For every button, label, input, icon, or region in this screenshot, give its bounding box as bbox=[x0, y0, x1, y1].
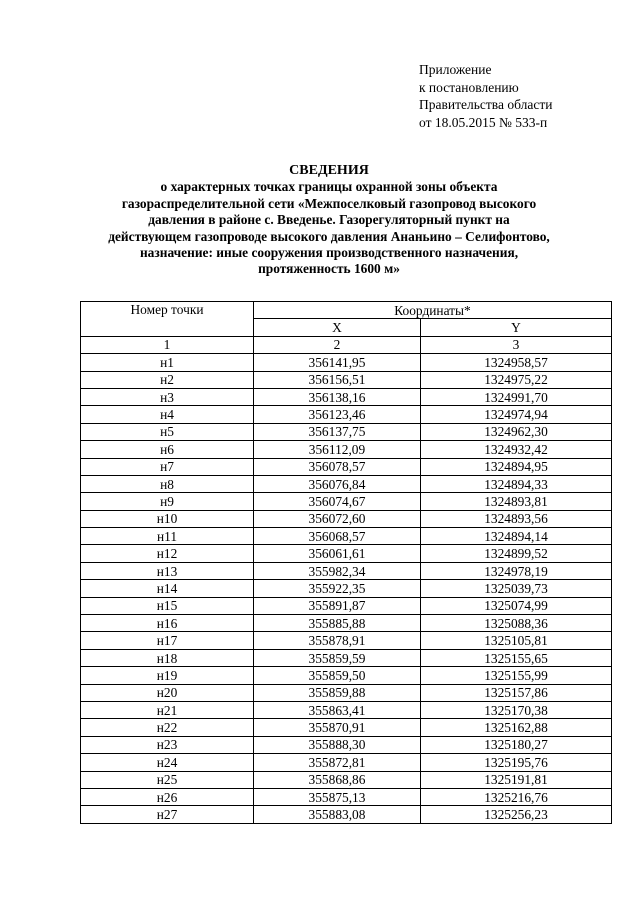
y-coordinate-cell: 1325256,23 bbox=[421, 806, 612, 823]
x-coordinate-cell: 355868,86 bbox=[254, 771, 421, 788]
x-coordinate-cell: 356068,57 bbox=[254, 528, 421, 545]
y-coordinate-cell: 1325074,99 bbox=[421, 597, 612, 614]
point-number-cell: н23 bbox=[81, 736, 254, 753]
title-line: действующем газопроводе высокого давления Ананьино – Селифонтово, bbox=[108, 228, 550, 244]
point-number-cell: н24 bbox=[81, 754, 254, 771]
table-row bbox=[81, 754, 612, 771]
x-coordinate-cell: 355859,88 bbox=[254, 684, 421, 701]
column-number: 2 bbox=[254, 336, 421, 353]
x-coordinate-cell: 355982,34 bbox=[254, 562, 421, 579]
point-number-cell: н26 bbox=[81, 788, 254, 805]
x-coordinate-cell: 355878,91 bbox=[254, 632, 421, 649]
table-body bbox=[81, 354, 612, 824]
table-row bbox=[81, 580, 612, 597]
title-line: газораспределительной сети «Межпоселковый газопровод высокого bbox=[121, 195, 537, 211]
x-coordinate-cell: 355875,13 bbox=[254, 788, 421, 805]
title-line: назначение: иные сооружения производственного назначения, bbox=[139, 245, 519, 261]
column-number: 3 bbox=[421, 336, 612, 353]
point-number-cell: н13 bbox=[81, 562, 254, 579]
x-coordinate-cell: 355891,87 bbox=[254, 597, 421, 614]
y-coordinate-cell: 1324975,22 bbox=[421, 371, 612, 388]
x-coordinate-cell: 356156,51 bbox=[254, 371, 421, 388]
title-line: о характерных точках границы охранной зоны объекта bbox=[160, 179, 498, 195]
x-coordinate-cell: 355883,08 bbox=[254, 806, 421, 823]
title-heading: СВЕДЕНИЯ bbox=[289, 163, 369, 178]
point-number-cell: н2 bbox=[81, 371, 254, 388]
y-coordinate-cell: 1324978,19 bbox=[421, 562, 612, 579]
table-row bbox=[81, 371, 612, 388]
table-row bbox=[81, 406, 612, 423]
point-number-cell: н15 bbox=[81, 597, 254, 614]
y-coordinate-cell: 1325195,76 bbox=[421, 754, 612, 771]
x-coordinate-cell: 356123,46 bbox=[254, 406, 421, 423]
table-row bbox=[81, 649, 612, 666]
table-row bbox=[81, 667, 612, 684]
document-title bbox=[100, 163, 558, 278]
point-number-cell: н17 bbox=[81, 632, 254, 649]
y-coordinate-cell: 1325155,99 bbox=[421, 667, 612, 684]
y-coordinate-cell: 1325105,81 bbox=[421, 632, 612, 649]
point-number-cell: н7 bbox=[81, 458, 254, 475]
table-row bbox=[81, 632, 612, 649]
point-number-cell: н12 bbox=[81, 545, 254, 562]
header-coordinates: Координаты* bbox=[254, 302, 612, 319]
y-coordinate-cell: 1325162,88 bbox=[421, 719, 612, 736]
point-number-cell: н22 bbox=[81, 719, 254, 736]
point-number-cell: н14 bbox=[81, 580, 254, 597]
table-row bbox=[81, 510, 612, 527]
table-row bbox=[81, 528, 612, 545]
point-number-cell: н21 bbox=[81, 701, 254, 718]
table-row bbox=[81, 684, 612, 701]
x-coordinate-cell: 356076,84 bbox=[254, 475, 421, 492]
point-number-cell: н3 bbox=[81, 388, 254, 405]
x-coordinate-cell: 355872,81 bbox=[254, 754, 421, 771]
point-number-cell: н20 bbox=[81, 684, 254, 701]
column-number-row bbox=[81, 336, 612, 353]
appendix-line: Правительства области bbox=[419, 97, 553, 112]
y-coordinate-cell: 1325088,36 bbox=[421, 615, 612, 632]
point-number-cell: н27 bbox=[81, 806, 254, 823]
header-x: X bbox=[254, 319, 421, 336]
header-point-number: Номер точки bbox=[81, 302, 254, 337]
table-row bbox=[81, 597, 612, 614]
y-coordinate-cell: 1324894,95 bbox=[421, 458, 612, 475]
appendix-block bbox=[419, 61, 552, 131]
point-number-cell: н16 bbox=[81, 615, 254, 632]
table-row bbox=[81, 545, 612, 562]
appendix-line: Приложение bbox=[419, 62, 492, 77]
x-coordinate-cell: 355870,91 bbox=[254, 719, 421, 736]
table-row bbox=[81, 354, 612, 371]
y-coordinate-cell: 1324932,42 bbox=[421, 441, 612, 458]
x-coordinate-cell: 356137,75 bbox=[254, 423, 421, 440]
x-coordinate-cell: 355922,35 bbox=[254, 580, 421, 597]
y-coordinate-cell: 1324974,94 bbox=[421, 406, 612, 423]
y-coordinate-cell: 1325180,27 bbox=[421, 736, 612, 753]
point-number-cell: н10 bbox=[81, 510, 254, 527]
table-row bbox=[81, 458, 612, 475]
table-row bbox=[81, 736, 612, 753]
coordinates-table bbox=[80, 301, 612, 824]
title-line: давления в районе с. Введенье. Газорегуляторный пункт на bbox=[148, 212, 510, 228]
table-row bbox=[81, 719, 612, 736]
point-number-cell: н25 bbox=[81, 771, 254, 788]
y-coordinate-cell: 1325170,38 bbox=[421, 701, 612, 718]
y-coordinate-cell: 1325039,73 bbox=[421, 580, 612, 597]
y-coordinate-cell: 1325157,86 bbox=[421, 684, 612, 701]
table-row bbox=[81, 615, 612, 632]
x-coordinate-cell: 356141,95 bbox=[254, 354, 421, 371]
x-coordinate-cell: 356074,67 bbox=[254, 493, 421, 510]
x-coordinate-cell: 355863,41 bbox=[254, 701, 421, 718]
y-coordinate-cell: 1324962,30 bbox=[421, 423, 612, 440]
y-coordinate-cell: 1324958,57 bbox=[421, 354, 612, 371]
table-row bbox=[81, 701, 612, 718]
point-number-cell: н11 bbox=[81, 528, 254, 545]
table-row bbox=[81, 788, 612, 805]
y-coordinate-cell: 1325191,81 bbox=[421, 771, 612, 788]
point-number-cell: н6 bbox=[81, 441, 254, 458]
y-coordinate-cell: 1324894,33 bbox=[421, 475, 612, 492]
x-coordinate-cell: 356138,16 bbox=[254, 388, 421, 405]
y-coordinate-cell: 1325216,76 bbox=[421, 788, 612, 805]
y-coordinate-cell: 1325155,65 bbox=[421, 649, 612, 666]
x-coordinate-cell: 356112,09 bbox=[254, 441, 421, 458]
table-row bbox=[81, 388, 612, 405]
x-coordinate-cell: 355885,88 bbox=[254, 615, 421, 632]
x-coordinate-cell: 355859,50 bbox=[254, 667, 421, 684]
table-row bbox=[81, 423, 612, 440]
table-row bbox=[81, 475, 612, 492]
point-number-cell: н19 bbox=[81, 667, 254, 684]
table-row bbox=[81, 771, 612, 788]
y-coordinate-cell: 1324893,56 bbox=[421, 510, 612, 527]
table-row bbox=[81, 806, 612, 823]
header-y: Y bbox=[421, 319, 612, 336]
table-header-row bbox=[81, 302, 612, 319]
point-number-cell: н4 bbox=[81, 406, 254, 423]
point-number-cell: н5 bbox=[81, 423, 254, 440]
title-line: протяженность 1600 м» bbox=[258, 261, 400, 277]
column-number: 1 bbox=[81, 336, 254, 353]
table-row bbox=[81, 562, 612, 579]
x-coordinate-cell: 355859,59 bbox=[254, 649, 421, 666]
y-coordinate-cell: 1324894,14 bbox=[421, 528, 612, 545]
x-coordinate-cell: 355888,30 bbox=[254, 736, 421, 753]
table-row bbox=[81, 441, 612, 458]
x-coordinate-cell: 356072,60 bbox=[254, 510, 421, 527]
x-coordinate-cell: 356078,57 bbox=[254, 458, 421, 475]
table-row bbox=[81, 493, 612, 510]
appendix-line: от 18.05.2015 № 533-п bbox=[419, 114, 548, 130]
appendix-line: к постановлению bbox=[419, 79, 519, 95]
point-number-cell: н9 bbox=[81, 493, 254, 510]
point-number-cell: н18 bbox=[81, 649, 254, 666]
point-number-cell: н1 bbox=[81, 354, 254, 371]
point-number-cell: н8 bbox=[81, 475, 254, 492]
y-coordinate-cell: 1324899,52 bbox=[421, 545, 612, 562]
x-coordinate-cell: 356061,61 bbox=[254, 545, 421, 562]
y-coordinate-cell: 1324893,81 bbox=[421, 493, 612, 510]
y-coordinate-cell: 1324991,70 bbox=[421, 388, 612, 405]
